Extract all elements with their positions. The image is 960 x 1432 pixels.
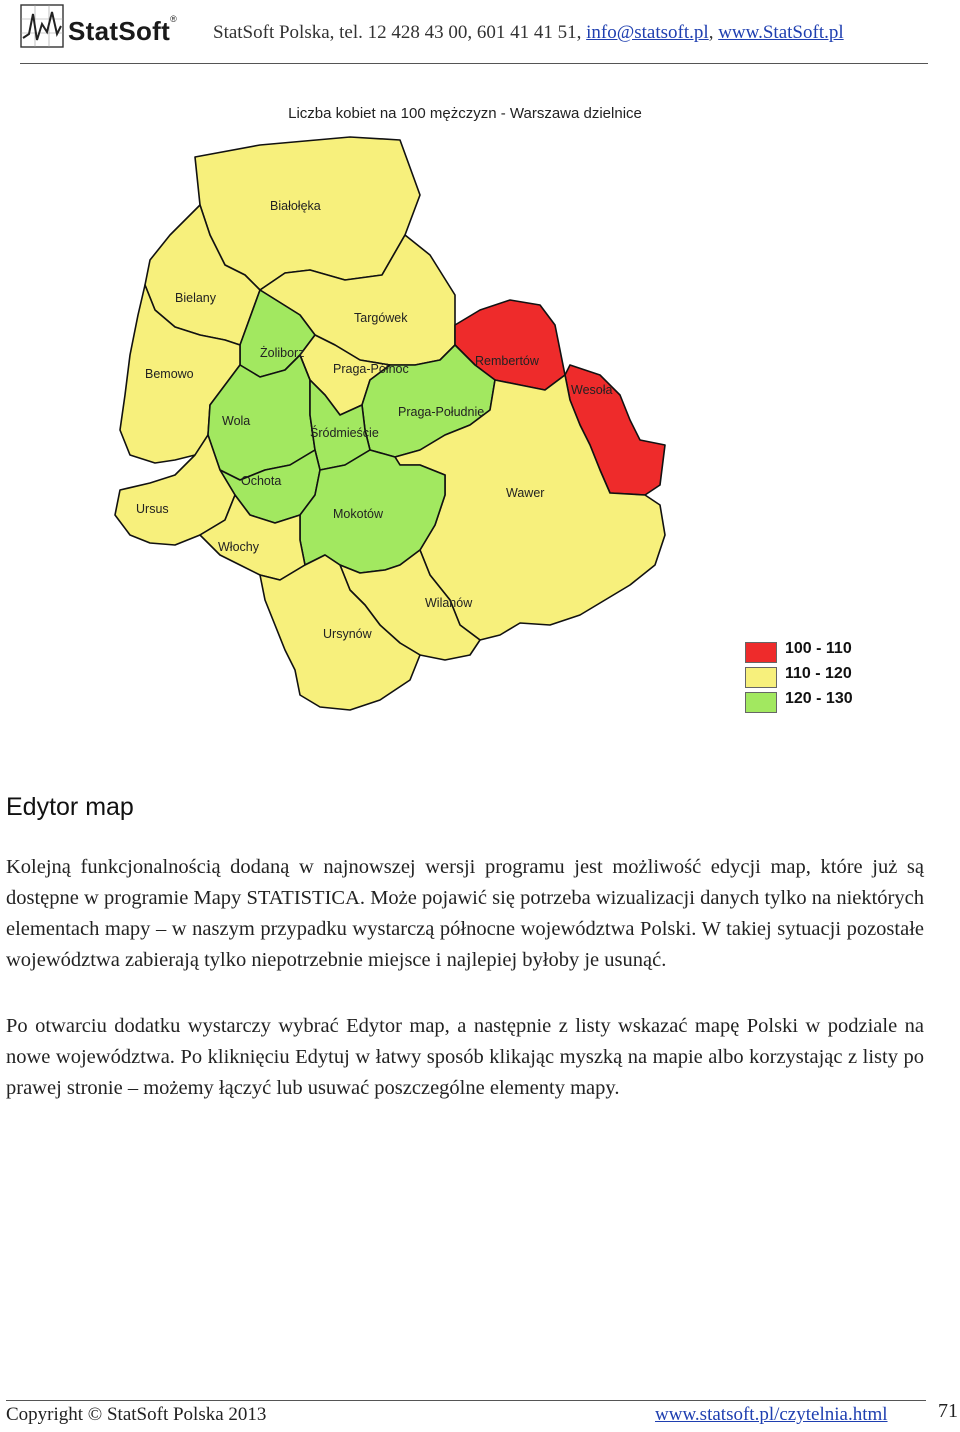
footer-link[interactable]: www.statsoft.pl/czytelnia.html bbox=[655, 1404, 888, 1425]
label-wlochy: Włochy bbox=[218, 540, 259, 554]
label-mokotow: Mokotów bbox=[333, 507, 384, 521]
website-link[interactable]: www.StatSoft.pl bbox=[718, 22, 844, 43]
label-ursynow: Ursynów bbox=[323, 627, 372, 641]
label-ochota: Ochota bbox=[241, 474, 282, 488]
label-zoliborz: Żoliborz bbox=[260, 346, 305, 360]
map-svg bbox=[100, 95, 900, 735]
label-bemowo: Bemowo bbox=[145, 367, 194, 381]
legend-label: 100 - 110 bbox=[785, 640, 852, 657]
label-wesola: Wesoła bbox=[571, 383, 613, 397]
label-targowek: Targówek bbox=[354, 311, 408, 325]
footer-divider bbox=[6, 1400, 926, 1401]
legend-swatch-red bbox=[745, 642, 777, 663]
label-bielany: Bielany bbox=[175, 291, 216, 305]
paragraph-instructions: Po otwarciu dodatku wystarczy wybrać Edytor map, a następnie z listy wskazać mapę Polski w podziale na nowe województwa. Po kliknięciu Edytuj w łatwy sposób klikając myszką na mapie albo korzystając z listy po prawej stronie – możemy łączyć lub usuwać poszczególne elementy mapy. bbox=[6, 1015, 924, 1099]
chart-logo-icon bbox=[20, 4, 64, 48]
label-bialoleka: Białołęka bbox=[270, 199, 321, 213]
section-title: Edytor map bbox=[6, 793, 134, 821]
copyright: Copyright © StatSoft Polska 2013 bbox=[6, 1404, 267, 1425]
statsoft-logo bbox=[20, 4, 188, 50]
label-srodmiescie: Śródmieście bbox=[310, 426, 379, 440]
legend-swatch-green bbox=[745, 692, 777, 713]
paragraph-intro: Kolejną funkcjonalnością dodaną w najnowszej wersji programu jest możliwość edycji map, które już są dostępne w programie Mapy STATISTICA. Może pojawić się potrzeba wizualizacji danych tylko na niektórych elementach mapy – w naszym przypadku wystarczą północne województwa Polski. W takiej sytuacji pozostałe województwa zabierają tylko niepotrzebnie miejsce i najlepiej byłoby je usunąć. bbox=[6, 856, 924, 971]
label-praga-poludnie: Praga-Południe bbox=[398, 405, 485, 419]
legend-label: 120 - 130 bbox=[785, 690, 853, 707]
email-link[interactable]: info@statsoft.pl bbox=[586, 22, 709, 43]
warsaw-map bbox=[100, 95, 900, 735]
label-ursus: Ursus bbox=[136, 502, 169, 516]
page-number: 71 bbox=[938, 1400, 958, 1422]
header-divider bbox=[20, 63, 928, 64]
legend-label: 110 - 120 bbox=[785, 665, 852, 682]
label-wawer: Wawer bbox=[506, 486, 545, 500]
label-rembertow: Rembertów bbox=[475, 354, 539, 368]
logo-text: StatSoft® bbox=[68, 14, 177, 46]
label-wilanow: Wilanów bbox=[425, 596, 473, 610]
legend-swatch-yellow bbox=[745, 667, 777, 688]
header-contact: StatSoft Polska, tel. 12 428 43 00, 601 41 41 51, info@statsoft.pl, www.StatSoft.pl bbox=[213, 22, 844, 43]
map-title: Liczba kobiet na 100 mężczyzn - Warszawa dzielnice bbox=[288, 105, 642, 122]
company-info: StatSoft Polska, tel. 12 428 43 00, 601 41 41 51, bbox=[213, 22, 582, 43]
page-header bbox=[0, 0, 960, 66]
label-praga-polnoc: Praga-Północ bbox=[333, 362, 409, 376]
label-wola: Wola bbox=[222, 414, 251, 428]
